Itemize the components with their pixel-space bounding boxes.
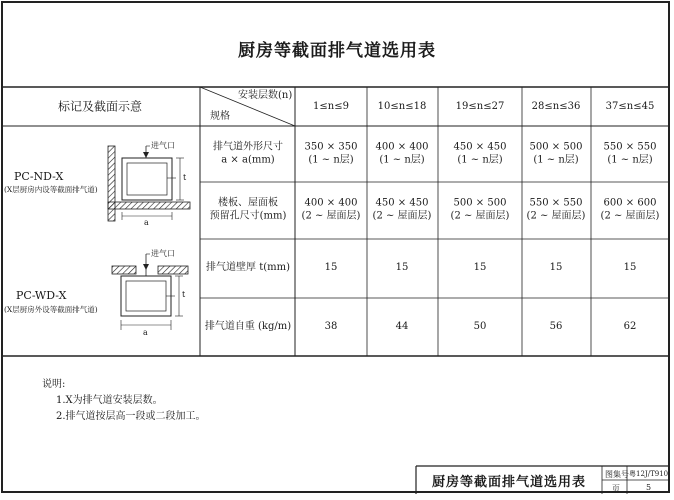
title-block-atlas-label: 图集号 [605, 470, 629, 479]
nd-dim-t: t [183, 173, 187, 182]
cell-slab-hole-4 [527, 198, 586, 223]
cell-weight-2: 44 [395, 320, 409, 332]
cell-note: (1 ~ n层) [607, 154, 653, 165]
cell-note: (1 ~ n层) [457, 154, 503, 165]
cell-value: 450 × 450 [375, 197, 429, 209]
corner-header-floors: 安装层数(n) [238, 90, 293, 101]
cell-wall-thickness-5: 15 [623, 261, 637, 273]
row-label-line: 排气道外形尺寸 [213, 141, 283, 153]
cell-weight-3: 50 [473, 320, 487, 332]
cell-note: (2 ~ 屋面层) [372, 210, 432, 221]
cell-wall-thickness-2: 15 [395, 261, 409, 273]
cell-outer-size-4 [530, 142, 583, 167]
note-item-2: 2.排气道按层高一段或二段加工。 [56, 411, 206, 422]
title-block-page-label: 页 [612, 484, 620, 493]
cell-slab-hole-1 [302, 198, 361, 223]
cell-value: 500 × 500 [453, 197, 507, 209]
notes-heading: 说明: [42, 379, 66, 390]
cell-value: 550 × 550 [603, 141, 657, 153]
wd-slab-hatch [112, 266, 188, 274]
corner-header-spec: 规格 [210, 111, 230, 122]
wd-inlet-label: 进气口 [151, 249, 175, 258]
label-column-header: 标记及截面示意 [57, 99, 143, 114]
title-block-page-no: 5 [646, 483, 652, 492]
wd-inlet-arrow [143, 264, 149, 270]
notes-section [42, 377, 206, 425]
row-label-outer-size [213, 142, 283, 167]
cell-outer-size-3 [454, 142, 507, 167]
cell-value: 400 × 400 [304, 197, 358, 209]
cell-note: (1 ~ n层) [379, 154, 425, 165]
page-title: 厨房等截面排气道选用表 [238, 41, 436, 61]
cell-value: 350 × 350 [304, 141, 358, 153]
cell-wall-thickness-1: 15 [324, 261, 338, 273]
cell-value: 550 × 550 [529, 197, 583, 209]
row-label-wall-thickness: 排气道壁厚 t(mm) [206, 261, 290, 273]
cell-weight-1: 38 [324, 320, 338, 332]
cell-slab-hole-3 [451, 198, 510, 223]
wd-dim-a-bottom: a [143, 328, 148, 337]
nd-inlet-label: 进气口 [151, 141, 175, 150]
cell-weight-5: 62 [623, 320, 637, 332]
wd-duct-inner [126, 281, 166, 311]
cell-note: (2 ~ 屋面层) [450, 210, 510, 221]
wd-description: (X层厨房外设等截面排气道) [4, 305, 98, 314]
nd-description: (X层厨房内设等截面排气道) [4, 185, 98, 194]
title-block-atlas-no: 粤12J/T910 [629, 470, 669, 478]
range-header-5: 37≤n≤45 [605, 100, 655, 112]
row-label-weight: 排气道自重 (kg/m) [204, 320, 292, 332]
cell-wall-thickness-4: 15 [549, 261, 563, 273]
nd-dim-a-bottom: a [144, 218, 149, 227]
range-header-4: 28≤n≤36 [531, 100, 581, 112]
cell-slab-hole-5 [601, 198, 660, 223]
note-item-1: 1.X为排气道安装层数。 [56, 395, 163, 406]
title-block-title: 厨房等截面排气道选用表 [431, 474, 586, 490]
row-label-line: 楼板、屋面板 [218, 197, 278, 209]
cell-note: (1 ~ n层) [533, 154, 579, 165]
wd-dim-t: t [182, 290, 186, 299]
cell-note: (1 ~ n层) [308, 154, 354, 165]
cell-value: 450 × 450 [453, 141, 507, 153]
cell-value: 600 × 600 [603, 197, 657, 209]
range-header-3: 19≤n≤27 [455, 100, 505, 112]
cell-outer-size-2 [376, 142, 429, 167]
row-label-line: 预留孔尺寸(mm) [209, 210, 287, 221]
cell-value: 400 × 400 [375, 141, 429, 153]
row-label-slab-hole [210, 198, 287, 223]
cell-outer-size-1 [305, 142, 358, 167]
range-header-1: 1≤n≤9 [313, 100, 349, 112]
cell-weight-4: 56 [549, 320, 563, 332]
cell-outer-size-5 [604, 142, 657, 167]
cell-note: (2 ~ 屋面层) [301, 210, 361, 221]
row-label-line: a × a(mm) [221, 154, 275, 165]
cell-wall-thickness-3: 15 [473, 261, 487, 273]
cell-note: (2 ~ 屋面层) [600, 210, 660, 221]
cell-note: (2 ~ 屋面层) [526, 210, 586, 221]
wd-duct-outer [121, 276, 171, 316]
cell-slab-hole-2 [373, 198, 432, 223]
range-header-2: 10≤n≤18 [377, 100, 427, 112]
nd-code: PC-ND-X [14, 170, 64, 183]
wd-code: PC-WD-X [16, 289, 67, 302]
cell-value: 500 × 500 [529, 141, 583, 153]
